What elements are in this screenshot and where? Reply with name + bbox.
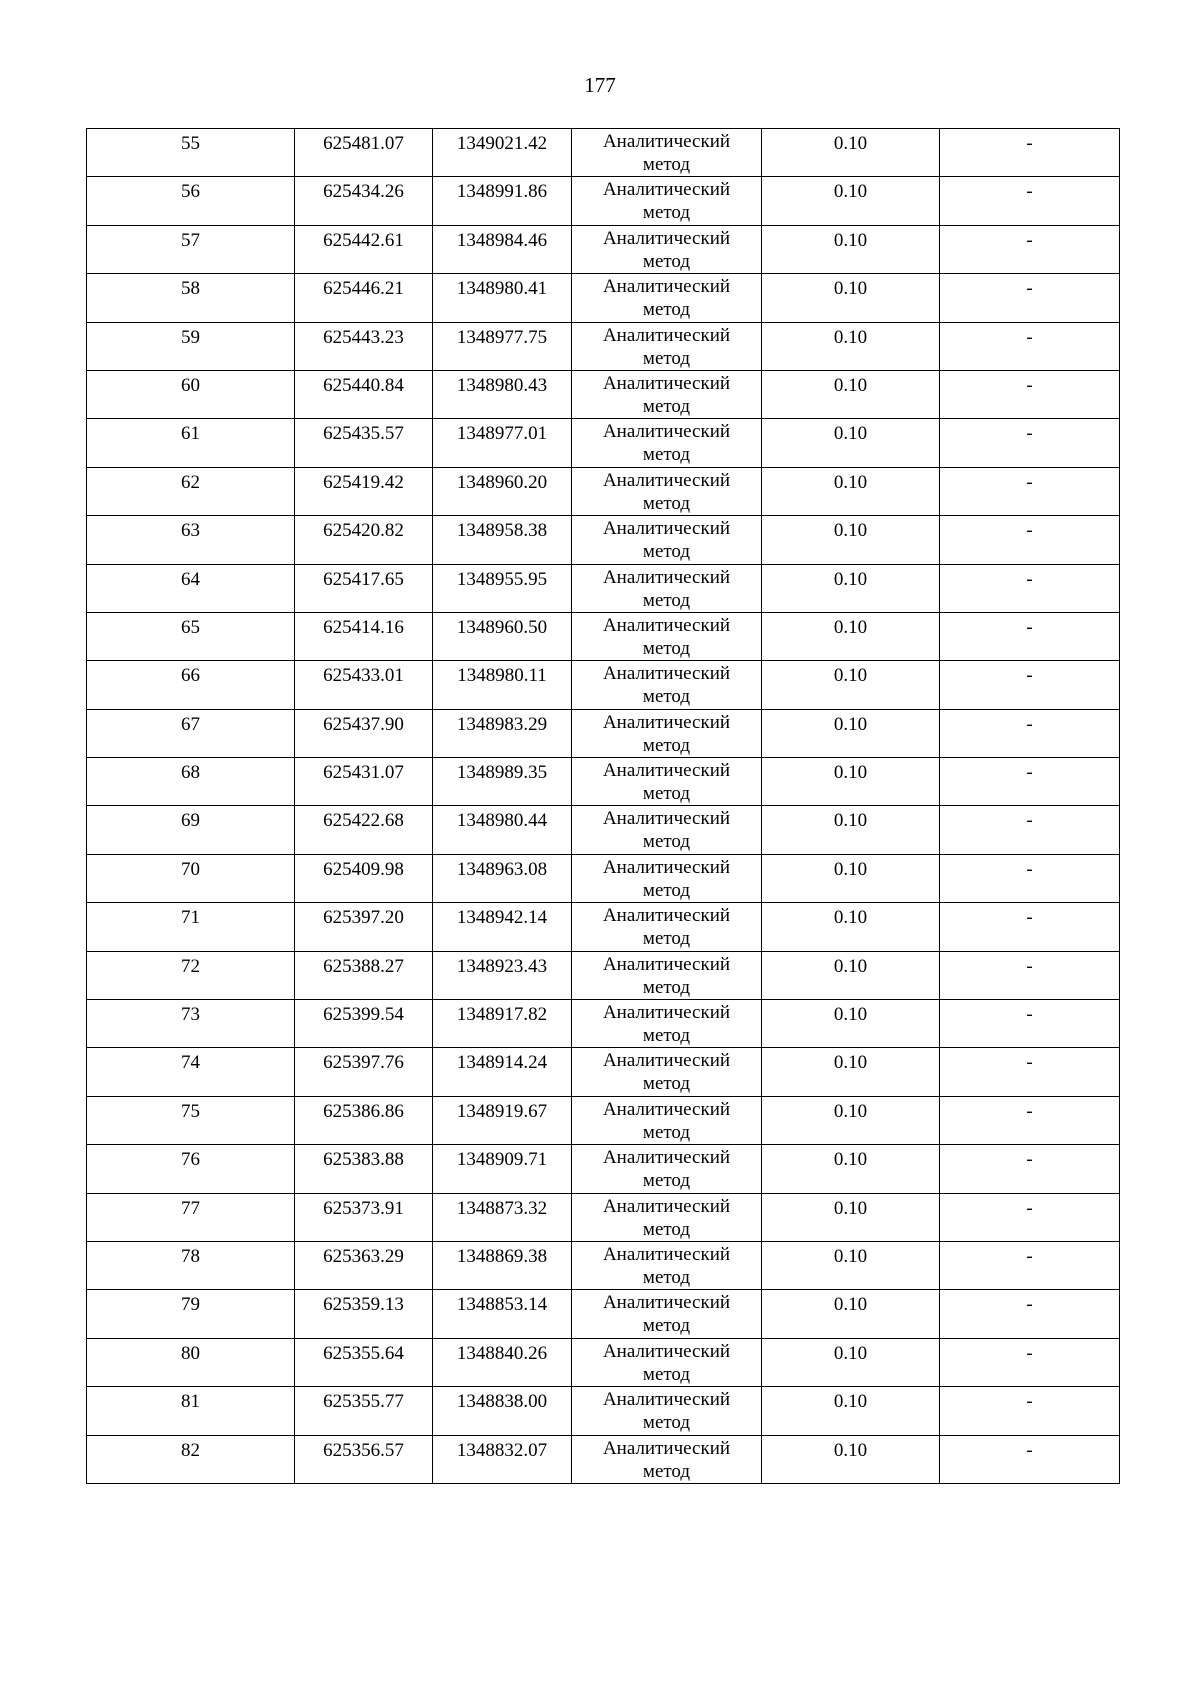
x-coordinate-cell: 625399.54	[295, 1000, 433, 1048]
point-number-cell: 58	[87, 274, 295, 322]
point-number-cell: 73	[87, 1000, 295, 1048]
method-cell	[572, 854, 762, 902]
note-cell: -	[940, 758, 1120, 806]
y-coordinate-cell: 1348991.86	[433, 177, 572, 225]
method-text-line: Аналитический	[602, 1147, 731, 1169]
y-coordinate-cell: 1348960.50	[433, 612, 572, 660]
y-coordinate-cell: 1348923.43	[433, 951, 572, 999]
point-number-cell: 62	[87, 467, 295, 515]
note-cell: -	[940, 1435, 1120, 1483]
point-number-cell: 70	[87, 854, 295, 902]
y-coordinate-cell: 1348983.29	[433, 709, 572, 757]
page-number: 177	[584, 73, 616, 97]
x-coordinate-cell: 625355.77	[295, 1387, 433, 1435]
point-number-cell: 76	[87, 1145, 295, 1193]
point-number-cell: 65	[87, 612, 295, 660]
x-coordinate-cell: 625388.27	[295, 951, 433, 999]
x-coordinate-cell: 625359.13	[295, 1290, 433, 1338]
x-coordinate-cell: 625363.29	[295, 1241, 433, 1289]
table-row	[87, 370, 1120, 418]
x-coordinate-cell: 625355.64	[295, 1338, 433, 1386]
method-cell	[572, 370, 762, 418]
y-coordinate-cell: 1348960.20	[433, 467, 572, 515]
point-number-cell: 78	[87, 1241, 295, 1289]
method-text-line: метод	[642, 395, 691, 417]
table-row	[87, 467, 1120, 515]
table-row	[87, 225, 1120, 273]
method-cell	[572, 467, 762, 515]
accuracy-cell: 0.10	[762, 806, 940, 854]
x-coordinate-cell: 625446.21	[295, 274, 433, 322]
method-text-line: метод	[642, 637, 691, 659]
accuracy-cell: 0.10	[762, 564, 940, 612]
method-cell	[572, 274, 762, 322]
point-number-cell: 57	[87, 225, 295, 273]
table-row	[87, 129, 1120, 177]
point-number-cell: 69	[87, 806, 295, 854]
method-cell	[572, 1387, 762, 1435]
method-text-line: метод	[642, 1363, 691, 1385]
note-cell: -	[940, 1241, 1120, 1289]
point-number-cell: 66	[87, 661, 295, 709]
table-row	[87, 1193, 1120, 1241]
method-text-line: Аналитический	[602, 131, 731, 152]
table-row	[87, 1387, 1120, 1435]
method-text-line: Аналитический	[602, 1389, 731, 1411]
method-text-line: Аналитический	[602, 421, 731, 443]
accuracy-cell: 0.10	[762, 1193, 940, 1241]
accuracy-cell: 0.10	[762, 951, 940, 999]
method-text-line: Аналитический	[602, 614, 731, 636]
x-coordinate-cell: 625443.23	[295, 322, 433, 370]
y-coordinate-cell: 1348984.46	[433, 225, 572, 273]
method-text-line: метод	[642, 444, 691, 466]
coordinates-table	[86, 128, 1120, 1484]
table-row	[87, 1290, 1120, 1338]
method-cell	[572, 516, 762, 564]
method-text-line: Аналитический	[602, 179, 731, 201]
note-cell: -	[940, 1290, 1120, 1338]
method-text-line: Аналитический	[602, 1050, 731, 1072]
table-row	[87, 1145, 1120, 1193]
note-cell: -	[940, 274, 1120, 322]
method-cell	[572, 1338, 762, 1386]
x-coordinate-cell: 625434.26	[295, 177, 433, 225]
note-cell: -	[940, 1338, 1120, 1386]
method-text-line: метод	[642, 541, 691, 563]
note-cell: -	[940, 419, 1120, 467]
table-row	[87, 564, 1120, 612]
point-number-cell: 72	[87, 951, 295, 999]
x-coordinate-cell: 625435.57	[295, 419, 433, 467]
method-text-line: Аналитический	[602, 808, 731, 830]
method-text-line: метод	[642, 1266, 691, 1288]
accuracy-cell: 0.10	[762, 758, 940, 806]
method-cell	[572, 1241, 762, 1289]
method-text-line: Аналитический	[602, 953, 731, 975]
x-coordinate-cell: 625437.90	[295, 709, 433, 757]
point-number-cell: 67	[87, 709, 295, 757]
note-cell: -	[940, 1000, 1120, 1048]
y-coordinate-cell: 1348980.44	[433, 806, 572, 854]
table-row	[87, 661, 1120, 709]
method-text-line: метод	[642, 202, 691, 224]
method-cell	[572, 951, 762, 999]
method-cell	[572, 1000, 762, 1048]
coordinates-table-body	[87, 129, 1120, 1484]
point-number-cell: 77	[87, 1193, 295, 1241]
x-coordinate-cell: 625356.57	[295, 1435, 433, 1483]
y-coordinate-cell: 1348832.07	[433, 1435, 572, 1483]
note-cell: -	[940, 709, 1120, 757]
accuracy-cell: 0.10	[762, 225, 940, 273]
method-text-line: Аналитический	[602, 1195, 731, 1217]
table-row	[87, 903, 1120, 951]
accuracy-cell: 0.10	[762, 661, 940, 709]
x-coordinate-cell: 625397.20	[295, 903, 433, 951]
x-coordinate-cell: 625383.88	[295, 1145, 433, 1193]
x-coordinate-cell: 625409.98	[295, 854, 433, 902]
point-number-cell: 75	[87, 1096, 295, 1144]
point-number-cell: 71	[87, 903, 295, 951]
method-cell	[572, 1048, 762, 1096]
x-coordinate-cell: 625422.68	[295, 806, 433, 854]
point-number-cell: 82	[87, 1435, 295, 1483]
table-row	[87, 1241, 1120, 1289]
accuracy-cell: 0.10	[762, 467, 940, 515]
method-text-line: метод	[642, 492, 691, 514]
method-text-line: метод	[642, 1412, 691, 1434]
table-row	[87, 516, 1120, 564]
x-coordinate-cell: 625397.76	[295, 1048, 433, 1096]
note-cell: -	[940, 854, 1120, 902]
table-row	[87, 806, 1120, 854]
note-cell: -	[940, 322, 1120, 370]
y-coordinate-cell: 1348980.41	[433, 274, 572, 322]
table-row	[87, 1048, 1120, 1096]
method-cell	[572, 129, 762, 177]
x-coordinate-cell: 625431.07	[295, 758, 433, 806]
method-text-line: метод	[642, 347, 691, 369]
method-text-line: метод	[642, 734, 691, 756]
method-text-line: метод	[642, 831, 691, 853]
method-cell	[572, 806, 762, 854]
accuracy-cell: 0.10	[762, 516, 940, 564]
point-number-cell: 74	[87, 1048, 295, 1096]
x-coordinate-cell: 625417.65	[295, 564, 433, 612]
accuracy-cell: 0.10	[762, 612, 940, 660]
x-coordinate-cell: 625440.84	[295, 370, 433, 418]
point-number-cell: 68	[87, 758, 295, 806]
method-cell	[572, 564, 762, 612]
note-cell: -	[940, 516, 1120, 564]
method-cell	[572, 612, 762, 660]
method-cell	[572, 1435, 762, 1483]
y-coordinate-cell: 1348853.14	[433, 1290, 572, 1338]
x-coordinate-cell: 625373.91	[295, 1193, 433, 1241]
y-coordinate-cell: 1348942.14	[433, 903, 572, 951]
accuracy-cell: 0.10	[762, 1048, 940, 1096]
method-text-line: метод	[642, 1121, 691, 1143]
table-row	[87, 951, 1120, 999]
method-text-line: метод	[642, 1218, 691, 1240]
x-coordinate-cell: 625433.01	[295, 661, 433, 709]
accuracy-cell: 0.10	[762, 1435, 940, 1483]
method-cell	[572, 903, 762, 951]
point-number-cell: 56	[87, 177, 295, 225]
note-cell: -	[940, 903, 1120, 951]
method-text-line: Аналитический	[602, 1340, 731, 1362]
table-row	[87, 1096, 1120, 1144]
method-text-line: метод	[642, 928, 691, 950]
point-number-cell: 63	[87, 516, 295, 564]
method-text-line: Аналитический	[602, 905, 731, 927]
y-coordinate-cell: 1348977.75	[433, 322, 572, 370]
method-text-line: метод	[642, 1460, 691, 1482]
method-cell	[572, 419, 762, 467]
point-number-cell: 61	[87, 419, 295, 467]
method-text-line: метод	[642, 1315, 691, 1337]
accuracy-cell: 0.10	[762, 1096, 940, 1144]
note-cell: -	[940, 129, 1120, 177]
method-cell	[572, 1145, 762, 1193]
y-coordinate-cell: 1348909.71	[433, 1145, 572, 1193]
note-cell: -	[940, 1096, 1120, 1144]
method-text-line: Аналитический	[602, 1002, 731, 1024]
y-coordinate-cell: 1348980.43	[433, 370, 572, 418]
table-row	[87, 854, 1120, 902]
method-cell	[572, 709, 762, 757]
x-coordinate-cell: 625386.86	[295, 1096, 433, 1144]
y-coordinate-cell: 1348958.38	[433, 516, 572, 564]
accuracy-cell: 0.10	[762, 709, 940, 757]
table-row	[87, 1338, 1120, 1386]
method-text-line: Аналитический	[602, 518, 731, 540]
method-text-line: Аналитический	[602, 372, 731, 394]
accuracy-cell: 0.10	[762, 370, 940, 418]
method-cell	[572, 322, 762, 370]
note-cell: -	[940, 661, 1120, 709]
method-cell	[572, 177, 762, 225]
y-coordinate-cell: 1348838.00	[433, 1387, 572, 1435]
accuracy-cell: 0.10	[762, 1290, 940, 1338]
accuracy-cell: 0.10	[762, 177, 940, 225]
table-row	[87, 274, 1120, 322]
accuracy-cell: 0.10	[762, 1000, 940, 1048]
method-text-line: Аналитический	[602, 566, 731, 588]
point-number-cell: 55	[87, 129, 295, 177]
y-coordinate-cell: 1348919.67	[433, 1096, 572, 1144]
accuracy-cell: 0.10	[762, 274, 940, 322]
method-cell	[572, 225, 762, 273]
method-text-line: метод	[642, 1170, 691, 1192]
method-text-line: Аналитический	[602, 276, 731, 298]
method-text-line: Аналитический	[602, 856, 731, 878]
point-number-cell: 59	[87, 322, 295, 370]
accuracy-cell: 0.10	[762, 1387, 940, 1435]
point-number-cell: 64	[87, 564, 295, 612]
note-cell: -	[940, 951, 1120, 999]
note-cell: -	[940, 806, 1120, 854]
method-text-line: метод	[642, 783, 691, 805]
point-number-cell: 81	[87, 1387, 295, 1435]
method-text-line: метод	[642, 299, 691, 321]
point-number-cell: 80	[87, 1338, 295, 1386]
method-text-line: Аналитический	[602, 1243, 731, 1265]
x-coordinate-cell: 625442.61	[295, 225, 433, 273]
method-text-line: Аналитический	[602, 711, 731, 733]
note-cell: -	[940, 1387, 1120, 1435]
method-text-line: метод	[642, 976, 691, 998]
point-number-cell: 60	[87, 370, 295, 418]
method-text-line: Аналитический	[602, 663, 731, 685]
x-coordinate-cell: 625414.16	[295, 612, 433, 660]
y-coordinate-cell: 1349021.42	[433, 129, 572, 177]
method-text-line: Аналитический	[602, 1098, 731, 1120]
table-row	[87, 322, 1120, 370]
note-cell: -	[940, 177, 1120, 225]
method-text-line: Аналитический	[602, 1437, 731, 1459]
method-text-line: Аналитический	[602, 469, 731, 491]
method-text-line: Аналитический	[602, 1292, 731, 1314]
table-row	[87, 709, 1120, 757]
accuracy-cell: 0.10	[762, 129, 940, 177]
method-text-line: Аналитический	[602, 227, 731, 249]
y-coordinate-cell: 1348869.38	[433, 1241, 572, 1289]
method-cell	[572, 661, 762, 709]
x-coordinate-cell: 625481.07	[295, 129, 433, 177]
note-cell: -	[940, 467, 1120, 515]
accuracy-cell: 0.10	[762, 1145, 940, 1193]
y-coordinate-cell: 1348955.95	[433, 564, 572, 612]
method-cell	[572, 1290, 762, 1338]
method-text-line: метод	[642, 1025, 691, 1047]
accuracy-cell: 0.10	[762, 322, 940, 370]
accuracy-cell: 0.10	[762, 1241, 940, 1289]
y-coordinate-cell: 1348840.26	[433, 1338, 572, 1386]
y-coordinate-cell: 1348873.32	[433, 1193, 572, 1241]
note-cell: -	[940, 1048, 1120, 1096]
note-cell: -	[940, 225, 1120, 273]
method-text-line: метод	[642, 1073, 691, 1095]
method-cell	[572, 1193, 762, 1241]
accuracy-cell: 0.10	[762, 854, 940, 902]
method-text-line: метод	[642, 686, 691, 708]
y-coordinate-cell: 1348917.82	[433, 1000, 572, 1048]
table-row	[87, 612, 1120, 660]
accuracy-cell: 0.10	[762, 1338, 940, 1386]
y-coordinate-cell: 1348914.24	[433, 1048, 572, 1096]
accuracy-cell: 0.10	[762, 419, 940, 467]
method-cell	[572, 758, 762, 806]
y-coordinate-cell: 1348980.11	[433, 661, 572, 709]
point-number-cell: 79	[87, 1290, 295, 1338]
table-row	[87, 177, 1120, 225]
note-cell: -	[940, 370, 1120, 418]
x-coordinate-cell: 625420.82	[295, 516, 433, 564]
note-cell: -	[940, 564, 1120, 612]
y-coordinate-cell: 1348963.08	[433, 854, 572, 902]
method-text-line: метод	[642, 879, 691, 901]
note-cell: -	[940, 1145, 1120, 1193]
accuracy-cell: 0.10	[762, 903, 940, 951]
method-text-line: Аналитический	[602, 324, 731, 346]
method-text-line: Аналитический	[602, 760, 731, 782]
y-coordinate-cell: 1348989.35	[433, 758, 572, 806]
note-cell: -	[940, 1193, 1120, 1241]
method-text-line: метод	[642, 154, 691, 175]
method-text-line: метод	[642, 589, 691, 611]
table-row	[87, 1000, 1120, 1048]
y-coordinate-cell: 1348977.01	[433, 419, 572, 467]
note-cell: -	[940, 612, 1120, 660]
table-row	[87, 419, 1120, 467]
table-row	[87, 1435, 1120, 1483]
table-row	[87, 758, 1120, 806]
x-coordinate-cell: 625419.42	[295, 467, 433, 515]
method-text-line: метод	[642, 250, 691, 272]
method-cell	[572, 1096, 762, 1144]
